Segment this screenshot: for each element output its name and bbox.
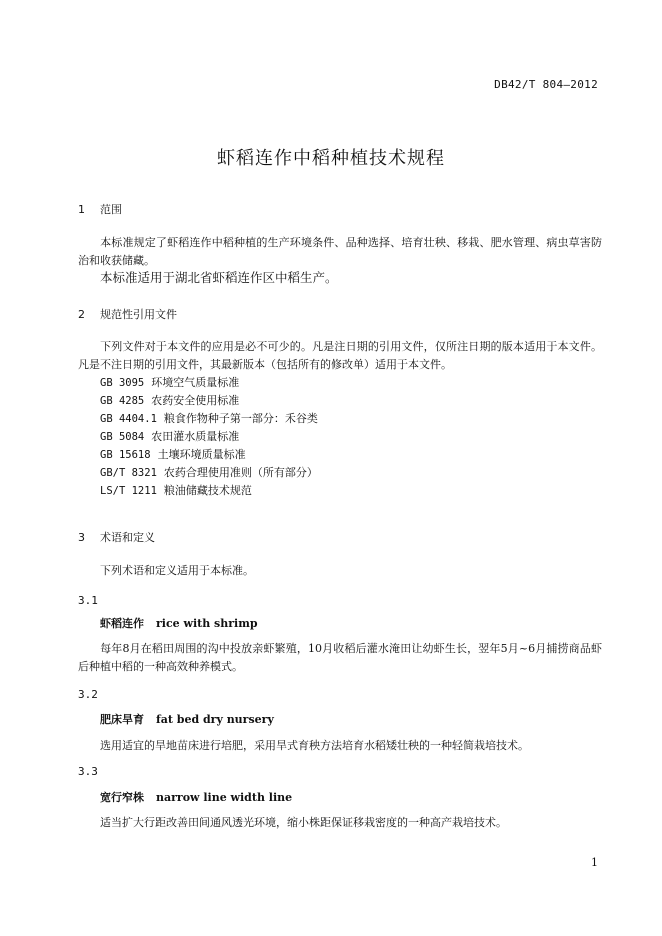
term-definition: 每年8月在稻田周围的沟中投放亲虾繁殖，10月收稻后灌水淹田让幼虾生长，翌年5月~6月捕捞商品虾后种植中稻的一种高效种养模式。 (78, 642, 602, 673)
reference-item: GB 15618 土壤环境质量标准 (100, 448, 246, 461)
term-definition: 选用适宜的旱地苗床进行培肥，采用旱式育秧方法培育水稻矮壮秧的一种轻简栽培技术。 (100, 739, 529, 752)
section-number: 2 (78, 308, 85, 321)
subclause-number: 3.1 (78, 594, 98, 607)
section-3-heading (78, 529, 155, 545)
scope-paragraph-1: 本标准规定了虾稻连作中稻种植的生产环境条件、品种选择、培育壮秧、移栽、肥水管理、病虫草害防治和收获储藏。 (78, 236, 602, 267)
term-heading: 肥床旱育 fat bed dry nursery (100, 713, 274, 726)
section-number: 1 (78, 203, 85, 216)
reference-item: GB 3095 环境空气质量标准 (100, 376, 240, 389)
terms-intro-paragraph: 下列术语和定义适用于本标准。 (100, 564, 254, 577)
section-2-heading (78, 306, 177, 322)
scope-paragraph-2: 本标准适用于湖北省虾稻连作区中稻生产。 (100, 270, 338, 285)
term-definition: 适当扩大行距改善田间通风透光环境，缩小株距保证移栽密度的一种高产栽培技术。 (100, 816, 507, 829)
subclause-number: 3.2 (78, 688, 98, 701)
section-title: 范围 (100, 203, 122, 216)
section-1-heading (78, 201, 122, 217)
term-heading: 宽行窄株 narrow line width line (100, 791, 293, 804)
section-number: 3 (78, 531, 85, 544)
standard-code: DB42/T 804—2012 (494, 78, 598, 91)
term-heading: 虾稻连作 rice with shrimp (100, 617, 258, 630)
reference-item: GB 4285 农药安全使用标准 (100, 394, 240, 407)
reference-item: GB 4404.1 粮食作物种子第一部分：禾谷类 (100, 412, 318, 425)
reference-item: LS/T 1211 粮油储藏技术规范 (100, 484, 252, 497)
section-title: 规范性引用文件 (100, 308, 177, 321)
page-number: 1 (591, 856, 598, 869)
subclause-number: 3.3 (78, 765, 98, 778)
section-title: 术语和定义 (100, 531, 155, 544)
reference-item: GB/T 8321 农药合理使用准则（所有部分） (100, 466, 318, 479)
reference-item: GB 5084 农田灌水质量标准 (100, 430, 240, 443)
normative-intro-paragraph: 下列文件对于本文件的应用是必不可少的。凡是注日期的引用文件，仅所注日期的版本适用于本文件。凡是不注日期的引用文件，其最新版本（包括所有的修改单）适用于本文件。 (78, 340, 602, 371)
document-title: 虾稻连作中稻种植技术规程 (217, 148, 445, 169)
